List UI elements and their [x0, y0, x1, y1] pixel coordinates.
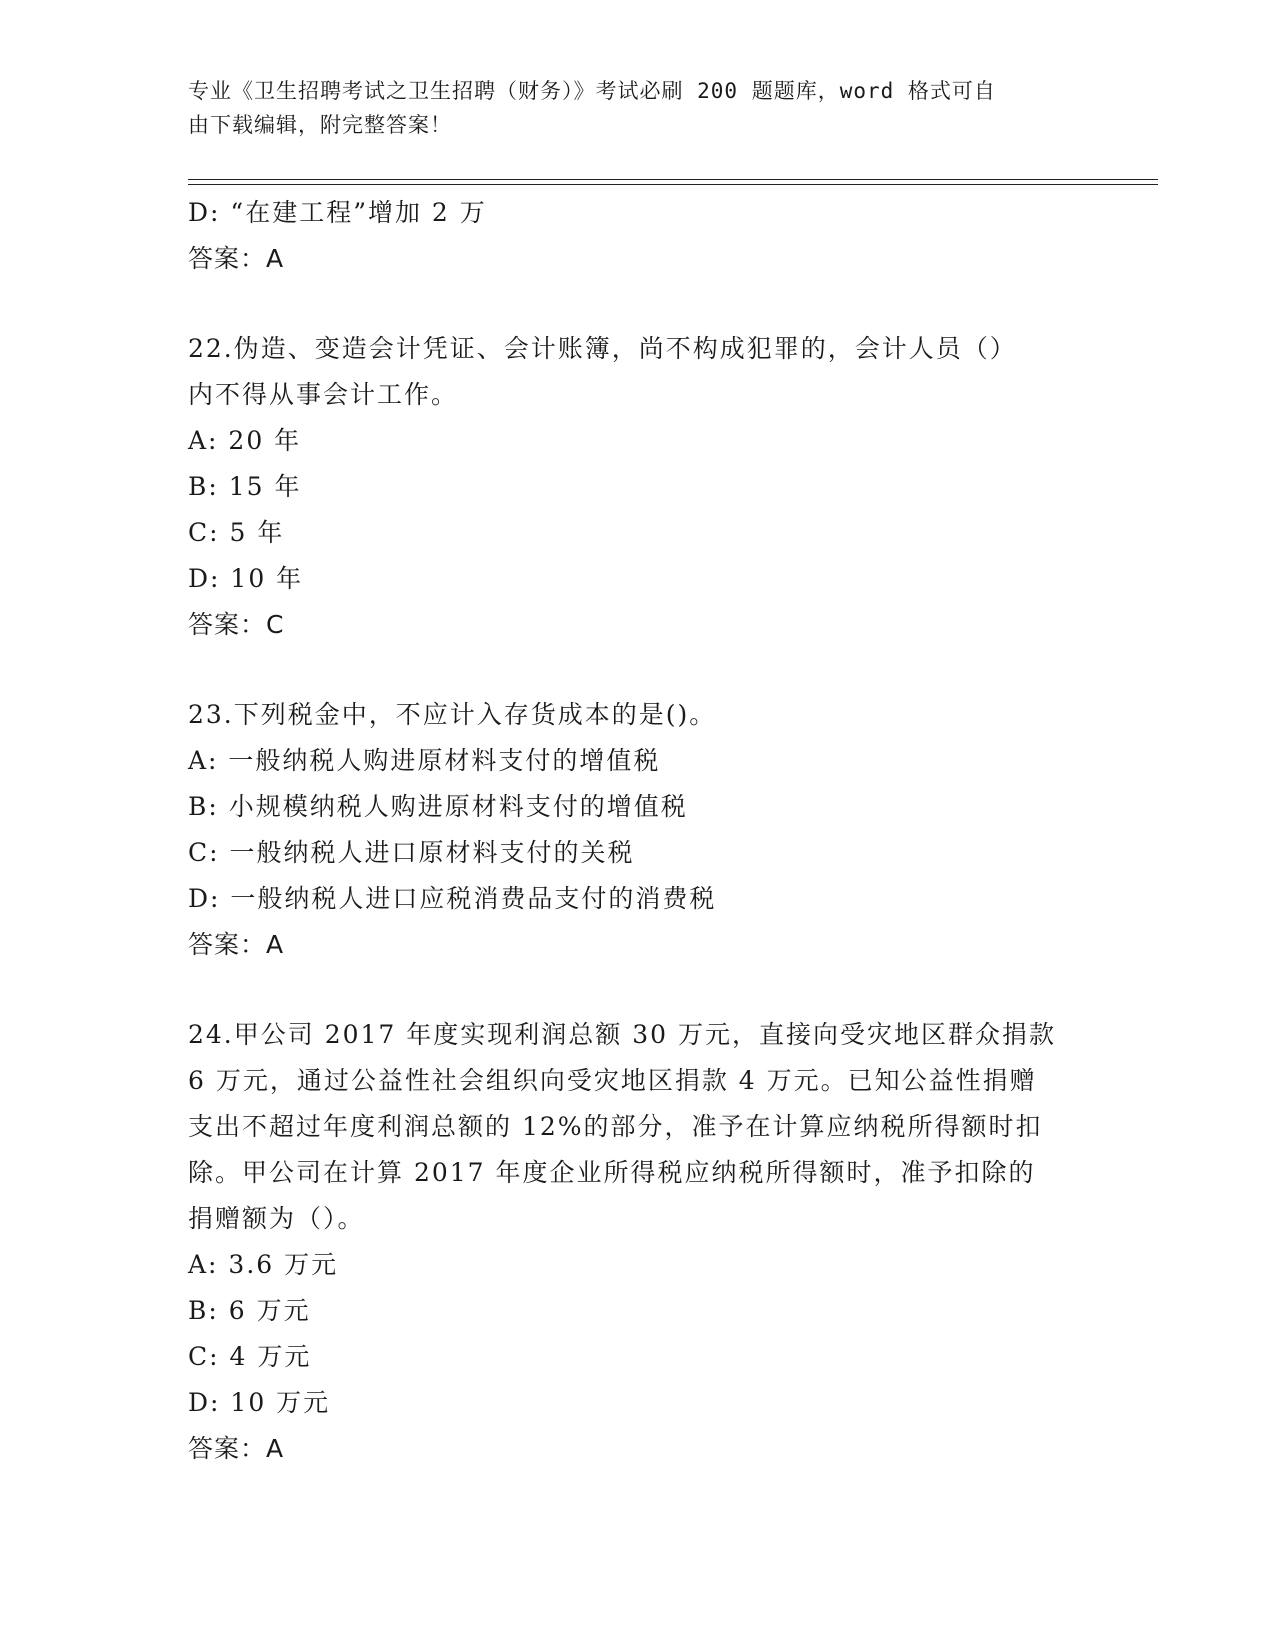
question-stem: 支出不超过年度利润总额的 12%的部分，准予在计算应纳税所得额时扣 — [188, 1112, 1043, 1141]
option-c: C: 4 万元 — [188, 1342, 312, 1371]
header-line-2: 由下载编辑，附完整答案！ — [188, 113, 452, 137]
question-stem: 24.甲公司 2017 年度实现利润总额 30 万元，直接向受灾地区群众捐款 — [188, 1020, 1056, 1049]
option-a: A: 20 年 — [188, 426, 302, 455]
option-b: B: 15 年 — [188, 472, 302, 501]
document-header — [188, 74, 1088, 142]
header-rule-bottom — [188, 184, 1158, 185]
question-24 — [188, 1012, 1088, 1472]
option-a: A: 一般纳税人购进原材料支付的增值税 — [188, 746, 661, 775]
option-d: D: 10 年 — [188, 564, 304, 593]
option-c: C: 一般纳税人进口原材料支付的关税 — [188, 838, 635, 867]
spacer — [188, 968, 1088, 1012]
answer-label: 答案：C — [188, 610, 285, 639]
question-23 — [188, 692, 1088, 968]
option-d: D: “在建工程”增加 2 万 — [188, 198, 487, 227]
answer-label: 答案：A — [188, 244, 285, 273]
option-c: C: 5 年 — [188, 518, 285, 547]
option-d: D: 一般纳税人进口应税消费品支付的消费税 — [188, 884, 717, 913]
header-line-1: 专业《卫生招聘考试之卫生招聘（财务）》考试必刷 200 题题库，word 格式可自 — [188, 79, 996, 103]
question-stem: 6 万元，通过公益性社会组织向受灾地区捐款 4 万元。已知公益性捐赠 — [188, 1066, 1037, 1095]
question-stem: 22.伪造、变造会计凭证、会计账簿，尚不构成犯罪的，会计人员（） — [188, 334, 1017, 363]
question-stem: 捐赠额为（）。 — [188, 1204, 365, 1233]
question-22 — [188, 326, 1088, 648]
spacer — [188, 282, 1088, 326]
answer-label: 答案：A — [188, 930, 285, 959]
option-d: D: 10 万元 — [188, 1388, 331, 1417]
option-b: B: 小规模纳税人购进原材料支付的增值税 — [188, 792, 688, 821]
header-rule-top — [188, 179, 1158, 180]
question-stem: 除。甲公司在计算 2017 年度企业所得税应纳税所得额时，准予扣除的 — [188, 1158, 1036, 1187]
question-stem: 内不得从事会计工作。 — [188, 380, 459, 409]
answer-label: 答案：A — [188, 1434, 285, 1463]
question-stem: 23.下列税金中，不应计入存货成本的是()。 — [188, 700, 717, 729]
option-b: B: 6 万元 — [188, 1296, 311, 1325]
question-list — [188, 190, 1088, 1472]
spacer — [188, 648, 1088, 692]
option-a: A: 3.6 万元 — [188, 1250, 339, 1279]
